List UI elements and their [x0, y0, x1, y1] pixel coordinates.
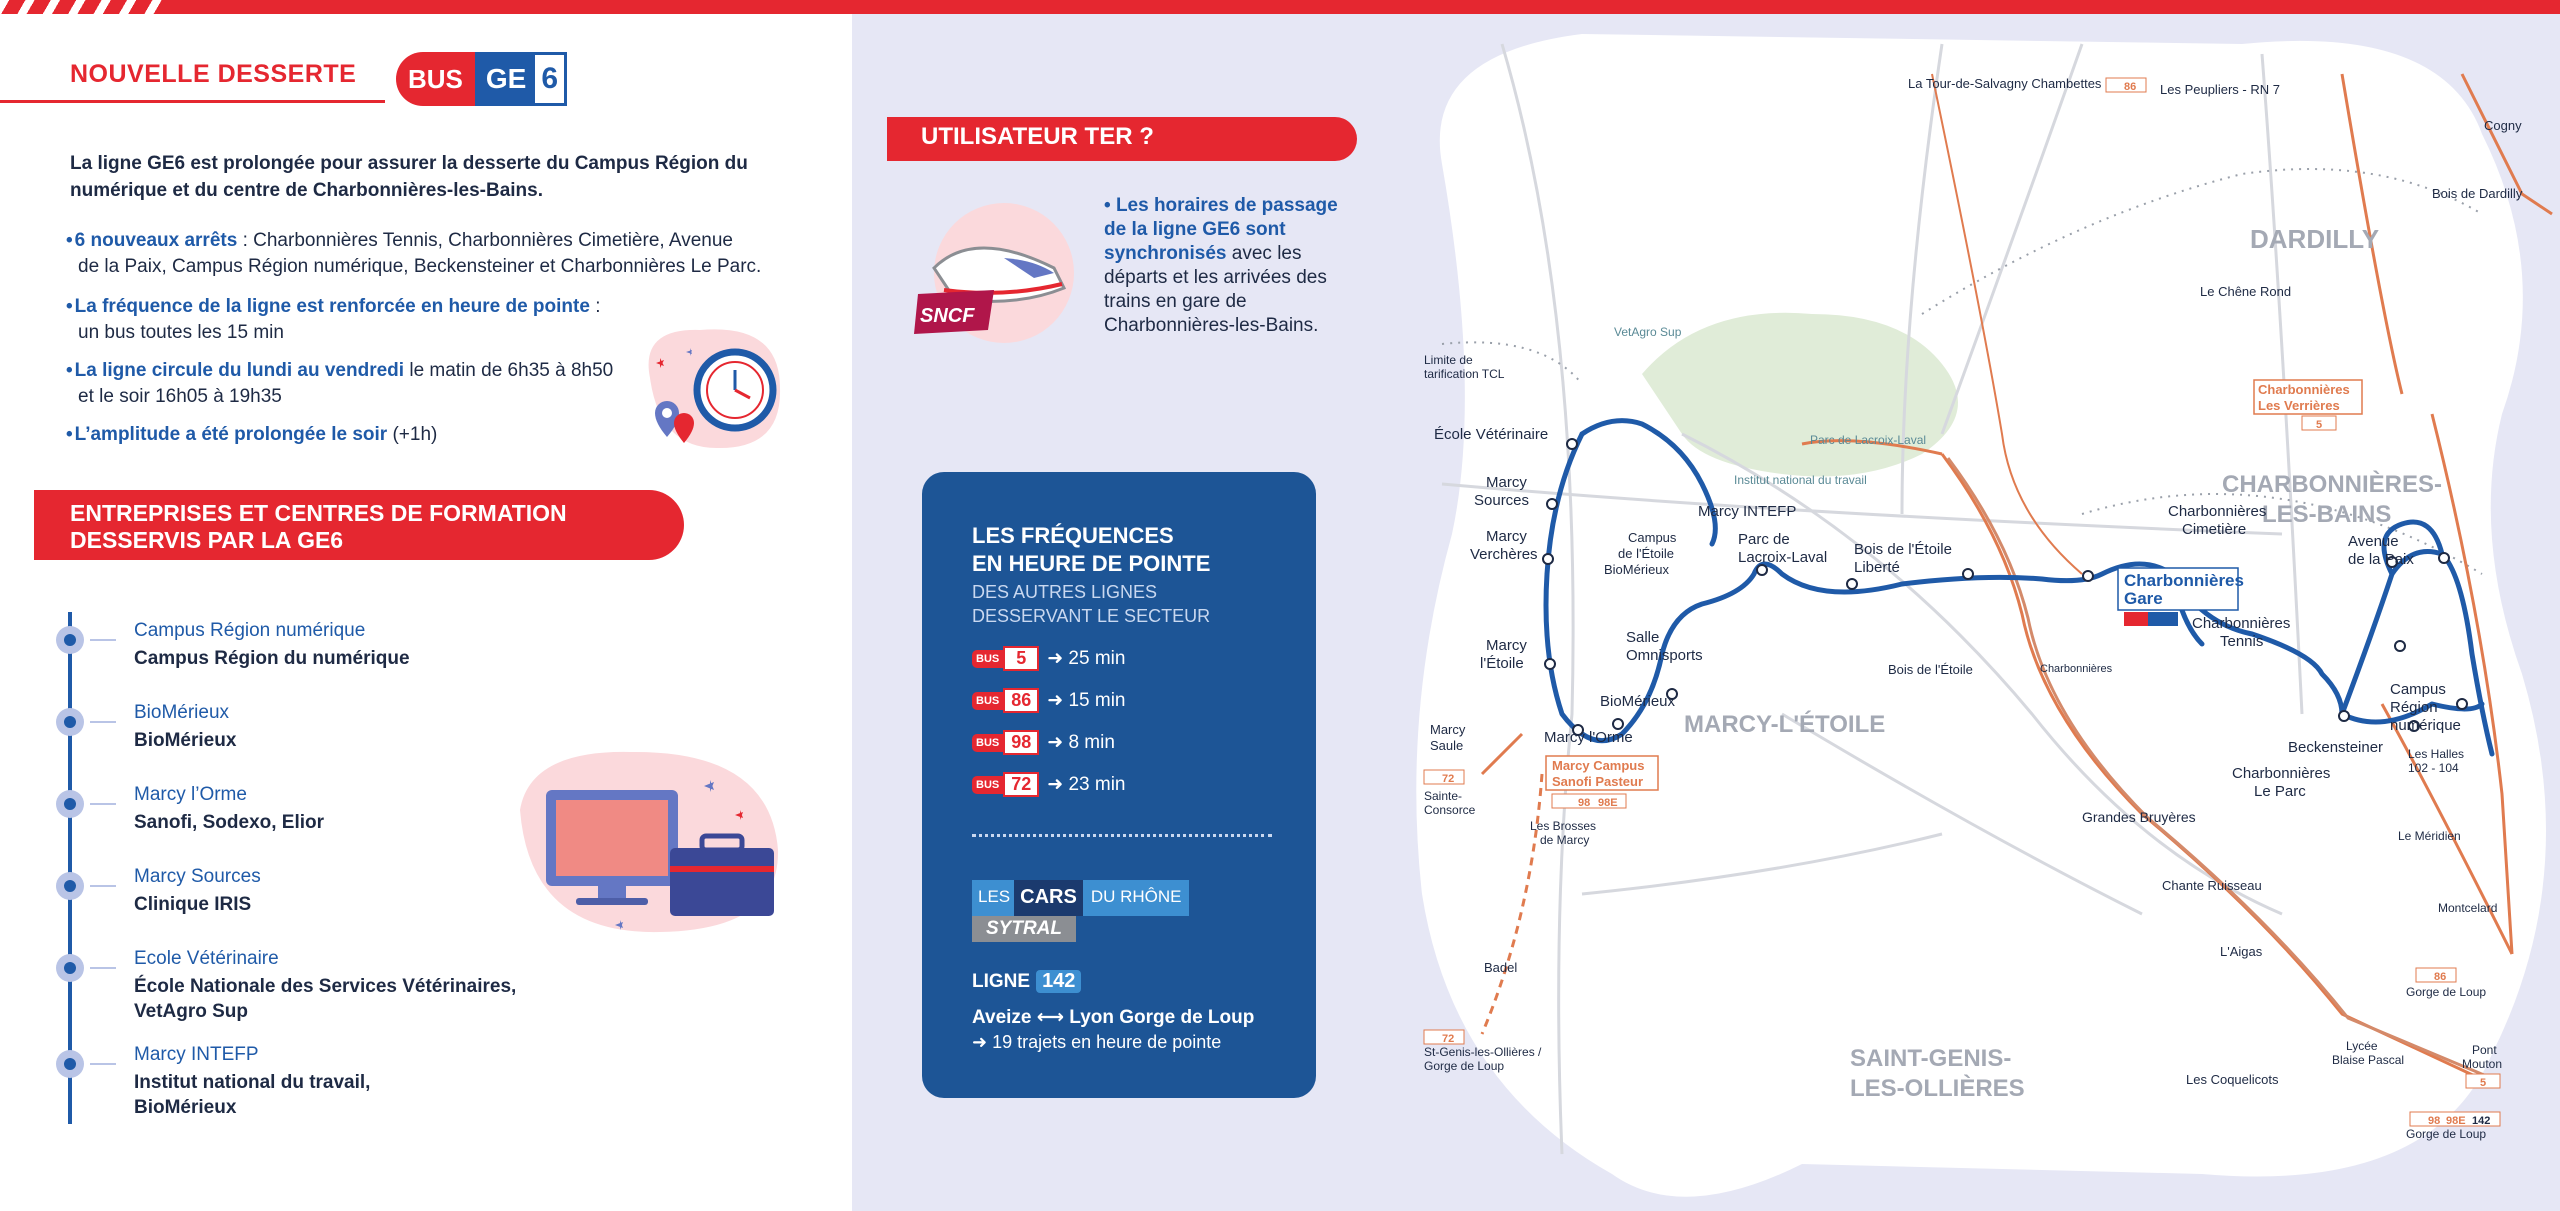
area-charbonnieres-1: CHARBONNIÈRES-	[2222, 471, 2443, 498]
stop-bois-1: Bois de l'Étoile	[1854, 541, 1952, 558]
ter-text: • Les horaires de passage de la ligne GE6 sont synchronisés avec les départs et les arrivées des trains en gare de Charbonnières-les-Bains.	[1104, 195, 1338, 336]
cars-logo-rhone: DU RHÔNE	[1083, 880, 1190, 916]
gare-ge6-badge	[2124, 612, 2178, 626]
line-number: 98	[1003, 730, 1039, 755]
area-saint-genis-1: SAINT-GENIS-	[1850, 1045, 2012, 1072]
badge-5-verrieres: 5	[2316, 419, 2323, 431]
timeline-dot	[56, 626, 84, 654]
frequences-title-1: LES FRÉQUENCES	[972, 523, 1174, 548]
badge-98-sanofi: 98	[1578, 797, 1591, 809]
bullet-text-2: un bus toutes les 15 min	[78, 322, 284, 343]
line-number: 86	[1003, 688, 1039, 713]
frequence-row	[972, 772, 1126, 797]
badge-72-consorce: 72	[1442, 773, 1455, 785]
timeline-dash	[90, 639, 116, 641]
timeline-sites	[134, 974, 516, 1024]
line-number: 72	[1003, 772, 1039, 797]
entreprises-title-1: ENTREPRISES ET CENTRES DE FORMATION	[70, 500, 567, 526]
timeline-dash	[90, 967, 116, 969]
timeline-site-line: École Nationale des Services Vétérinaires,	[134, 976, 517, 997]
label-st-genis-2: Gorge de Loup	[1424, 1059, 1505, 1073]
bus-tag: BUS	[972, 650, 1003, 668]
label-lycee-1: Lycée	[2346, 1039, 2378, 1053]
stop-leparc-1: Charbonnières	[2232, 765, 2331, 782]
stop-tennis-2: Tennis	[2220, 633, 2264, 650]
label-coquelicots: Les Coquelicots	[2186, 1072, 2279, 1087]
label-halles-2: 102 - 104	[2408, 761, 2459, 775]
ligne-142-route: Aveize ⟷ Lyon Gorge de Loup	[972, 1007, 1255, 1028]
label-lycee-2: Blaise Pascal	[2332, 1053, 2405, 1067]
label-bois-etoile: Bois de l'Étoile	[1888, 662, 1973, 677]
bullet-strong: 6 nouveaux arrêts	[74, 230, 238, 251]
timeline-dot	[56, 1050, 84, 1078]
badge-98e-gorge: 98E	[2446, 1115, 2466, 1127]
timeline-stop: Ecole Vétérinaire	[134, 948, 279, 969]
frequence-row	[972, 730, 1115, 755]
stop-beckensteiner: Beckensteiner	[2288, 739, 2384, 756]
sncf-logo-text: SNCF	[920, 305, 975, 327]
stop-marcy-etoile-1: Marcy	[1486, 637, 1527, 654]
ter-text-rest: avec les départs et les arrivées des trains en gare de Charbonnières-les-Bains.	[1104, 243, 1327, 336]
bus-tag: BUS	[972, 692, 1003, 710]
label-laigas: L'Aigas	[2220, 944, 2263, 959]
bullet-horaires: • La ligne circule du lundi au vendredi le matin de 6h35 à 8h50 et le soir 16h05 à 19h35	[66, 358, 613, 410]
line-number: 5	[1003, 646, 1039, 671]
timeline-sites: Sanofi, Sodexo, Elior	[134, 812, 325, 833]
stop-cimetiere-2: Cimetière	[2182, 521, 2247, 538]
timeline-stop: Marcy l’Orme	[134, 784, 247, 805]
stop-cimetiere-1: Charbonnières	[2168, 503, 2267, 520]
stop-marcy-sources-1: Marcy	[1486, 474, 1527, 491]
area-saint-genis-2: LES-OLLIÈRES	[1850, 1075, 2025, 1102]
stop-avpaix-2: de la Paix	[2348, 551, 2414, 568]
stop-marcy-verch-1: Marcy	[1486, 528, 1527, 545]
label-limite-1: Limite de	[1424, 353, 1473, 367]
label-tour-salvagny: La Tour-de-Salvagny Chambettes	[1908, 76, 2102, 91]
timeline-stop: BioMérieux	[134, 702, 230, 723]
entreprises-banner	[34, 490, 684, 560]
computer-briefcase-illustration	[510, 740, 800, 950]
stop-marcy-sources-2: Sources	[1474, 492, 1530, 509]
label-campus-etoile-2: de l'Étoile	[1618, 546, 1674, 561]
line-frequency: ➜ 15 min	[1047, 690, 1126, 711]
bullet-strong: La ligne circule du lundi au vendredi	[74, 360, 405, 381]
label-grandes-bruyeres: Grandes Bruyères	[2082, 809, 2196, 825]
label-chene-rond: Le Chêne Rond	[2200, 284, 2292, 299]
label-cogny: Cogny	[2484, 118, 2522, 133]
label-verrieres-1: Charbonnières	[2258, 382, 2350, 397]
ligne-number-badge: 142	[1036, 970, 1081, 993]
label-brosses-1: Les Brosses	[1530, 819, 1597, 833]
bullet-strong: L’amplitude a été prolongée le soir	[74, 424, 388, 445]
ter-banner: UTILISATEUR TER ?	[887, 117, 1357, 161]
stop-tennis-1: Charbonnières	[2192, 615, 2291, 632]
stop-salle-1: Salle	[1626, 629, 1660, 646]
bullet-nouveaux-arrets: • 6 nouveaux arrêts : Charbonnières Tennis, Charbonnières Cimetière, Avenue de la Paix, Campus Région numérique, Beckensteiner et Charbonnières Le Parc.	[66, 228, 761, 280]
badge-72-stgenis: 72	[1442, 1033, 1455, 1045]
timeline-dash	[90, 803, 116, 805]
label-pont-2: Mouton	[2462, 1057, 2503, 1071]
label-vetagro: VetAgro Sup	[1614, 325, 1682, 339]
top-stripe-pattern	[0, 0, 170, 14]
timeline-dot	[56, 708, 84, 736]
bullet-text: : Charbonnières Tennis, Charbonnières Cimetière, Avenue	[237, 230, 733, 251]
label-marcy-saule-2: Saule	[1430, 738, 1464, 753]
ligne-142-trajets: ➜ 19 trajets en heure de pointe	[972, 1032, 1222, 1052]
area-charbonnieres-2: LES-BAINS	[2262, 501, 2392, 528]
line-frequency: ➜ 8 min	[1047, 732, 1115, 753]
label-chante-ruisseau: Chante Ruisseau	[2162, 878, 2262, 893]
title-underline	[0, 100, 385, 103]
timeline-stop: Campus Région numérique	[134, 620, 366, 641]
timeline-stop: Marcy Sources	[134, 866, 261, 887]
frequences-sub-1: DES AUTRES LIGNES	[972, 582, 1158, 602]
timeline-sites: Clinique IRIS	[134, 894, 252, 915]
stop-marcy-orme: Marcy l'Orme	[1544, 729, 1633, 746]
label-sainte-consorce-1: Sainte-	[1424, 789, 1463, 803]
frequence-row	[972, 688, 1126, 713]
stop-biomerieux: BioMérieux	[1600, 693, 1676, 710]
frequences-card	[922, 472, 1316, 1098]
timeline-dash	[90, 721, 116, 723]
frequences-subtitle	[972, 580, 1292, 628]
label-parc-lacroix: Parc de Lacroix-Laval	[1810, 433, 1927, 447]
bullet-amplitude: • L’amplitude a été prolongée le soir (+1h)	[66, 424, 438, 445]
stop-campus-3: numérique	[2390, 717, 2461, 734]
timeline-dash	[90, 1063, 116, 1065]
area-marcy: MARCY-L'ÉTOILE	[1684, 711, 1886, 738]
timeline-stop: Marcy INTEFP	[134, 1044, 259, 1065]
intro-text: La ligne GE6 est prolongée pour assurer la desserte du Campus Région du numérique et du centre de Charbonnières-les-Bains.	[70, 153, 748, 201]
network-map	[1382, 14, 2560, 1211]
bus-logo-num: 6	[535, 52, 567, 106]
stop-avpaix-1: Avenue	[2348, 533, 2399, 550]
label-meridien: Le Méridien	[2398, 829, 2461, 843]
ligne-142-row	[972, 970, 1081, 993]
line-frequency: ➜ 23 min	[1047, 774, 1126, 795]
label-sanofi-2: Sanofi Pasteur	[1552, 774, 1644, 789]
nouvelle-desserte-title: NOUVELLE DESSERTE	[70, 60, 357, 88]
line-frequency: ➜ 25 min	[1047, 648, 1126, 669]
stop-parc-1: Parc de	[1738, 531, 1790, 548]
stop-leparc-2: Le Parc	[2254, 783, 2306, 800]
label-sainte-consorce-2: Consorce	[1424, 803, 1476, 817]
label-sanofi-1: Marcy Campus	[1552, 758, 1645, 773]
timeline-site-line: VetAgro Sup	[134, 1001, 249, 1022]
frequences-title	[972, 522, 1292, 578]
timeline-sites: Campus Région du numérique	[134, 648, 410, 669]
label-charbo-sncf: Charbonnières	[2040, 663, 2113, 675]
bullet-text: :	[589, 296, 601, 317]
area-dardilly: DARDILLY	[2250, 224, 2380, 254]
badge-98e-sanofi: 98E	[1598, 797, 1618, 809]
entreprises-title-2: DESSERVIS PAR LA GE6	[70, 527, 344, 553]
stop-campus-2: Région	[2390, 699, 2438, 716]
badge-142-gorge: 142	[2472, 1115, 2491, 1127]
label-marcy-saule-1: Marcy	[1430, 722, 1466, 737]
label-pont-1: Pont	[2472, 1043, 2497, 1057]
label-brosses-2: de Marcy	[1540, 833, 1590, 847]
bus-ge6-logo	[396, 52, 567, 106]
timeline-line	[68, 612, 72, 1124]
stop-marcy-verch-2: Verchères	[1470, 546, 1538, 563]
frequences-title-2: EN HEURE DE POINTE	[972, 551, 1211, 576]
dotted-divider	[972, 834, 1272, 837]
label-gorge-loup-98: Gorge de Loup	[2406, 1127, 2487, 1141]
stop-gare-1: Charbonnières	[2124, 571, 2244, 590]
timeline-dot	[56, 790, 84, 818]
timeline-sites	[134, 1070, 370, 1120]
bus-logo-bus: BUS	[396, 52, 475, 106]
stop-marcy-etoile-2: l'Étoile	[1480, 655, 1524, 672]
badge-86-top: 86	[2124, 81, 2137, 93]
bullet-text: le matin de 6h35 à 8h50	[404, 360, 614, 381]
label-montcelard: Montcelard	[2438, 901, 2498, 915]
stop-ecole-veterinaire: École Vétérinaire	[1434, 426, 1549, 443]
ligne-label: LIGNE	[972, 970, 1031, 992]
timeline-dot	[56, 954, 84, 982]
badge-5-pont: 5	[2480, 1077, 2487, 1089]
top-stripe-bar	[0, 0, 2560, 14]
bus-tag: BUS	[972, 776, 1003, 794]
bus-logo-ge: GE	[475, 52, 535, 106]
timeline-dot	[56, 872, 84, 900]
timeline-site-line: BioMérieux	[134, 1097, 237, 1118]
label-institut: Institut national du travail	[1734, 473, 1867, 487]
label-st-genis-1: St-Genis-les-Ollières /	[1424, 1045, 1542, 1059]
cars-du-rhone-logo	[972, 880, 1189, 942]
timeline-site-line: Institut national du travail,	[134, 1072, 371, 1093]
label-limite-2: tarification TCL	[1424, 367, 1505, 381]
sytral-logo: SYTRAL	[972, 916, 1076, 942]
stop-salle-2: Omnisports	[1626, 647, 1703, 664]
map-svg	[1382, 14, 2560, 1211]
frequences-sub-2: DESSERVANT LE SECTEUR	[972, 606, 1211, 626]
clock-illustration	[630, 318, 790, 458]
label-peupliers: Les Peupliers - RN 7	[2160, 82, 2280, 97]
badge-98-gorge: 98	[2428, 1115, 2441, 1127]
cars-logo-les: LES	[972, 880, 1014, 916]
timeline-sites: BioMérieux	[134, 730, 237, 751]
bullet-text-2: et le soir 16h05 à 19h35	[78, 386, 282, 407]
label-verrieres-2: Les Verrières	[2258, 398, 2340, 413]
label-campus-etoile-3: BioMérieux	[1604, 562, 1670, 577]
bus-tag: BUS	[972, 734, 1003, 752]
stop-bois-2: Liberté	[1854, 559, 1900, 576]
ter-text-strong: Les horaires de passage de la ligne GE6 sont synchronisés	[1104, 195, 1338, 264]
stop-intefp: Marcy INTEFP	[1698, 503, 1797, 520]
label-badel: Badel	[1484, 960, 1518, 975]
bullet-text-2: de la Paix, Campus Région numérique, Beckensteiner et Charbonnières Le Parc.	[78, 256, 762, 277]
cars-logo-cars: CARS	[1014, 880, 1083, 916]
label-gorge-loup-86: Gorge de Loup	[2406, 985, 2487, 999]
timeline-dash	[90, 885, 116, 887]
label-bois-dardilly: Bois de Dardilly	[2432, 186, 2523, 201]
stop-parc-2: Lacroix-Laval	[1738, 549, 1828, 566]
bullet-text: (+1h)	[387, 424, 438, 445]
stop-campus-1: Campus	[2390, 681, 2446, 698]
label-halles-1: Les Halles	[2408, 747, 2465, 761]
label-campus-etoile-1: Campus	[1628, 530, 1677, 545]
stop-gare-2: Gare	[2124, 589, 2163, 608]
bullet-strong: La fréquence de la ligne est renforcée en heure de pointe	[74, 296, 590, 317]
badge-86-gorge: 86	[2434, 971, 2447, 983]
frequence-row	[972, 646, 1125, 671]
bullet-frequence: • La fréquence de la ligne est renforcée en heure de pointe : un bus toutes les 15 min	[66, 294, 600, 346]
